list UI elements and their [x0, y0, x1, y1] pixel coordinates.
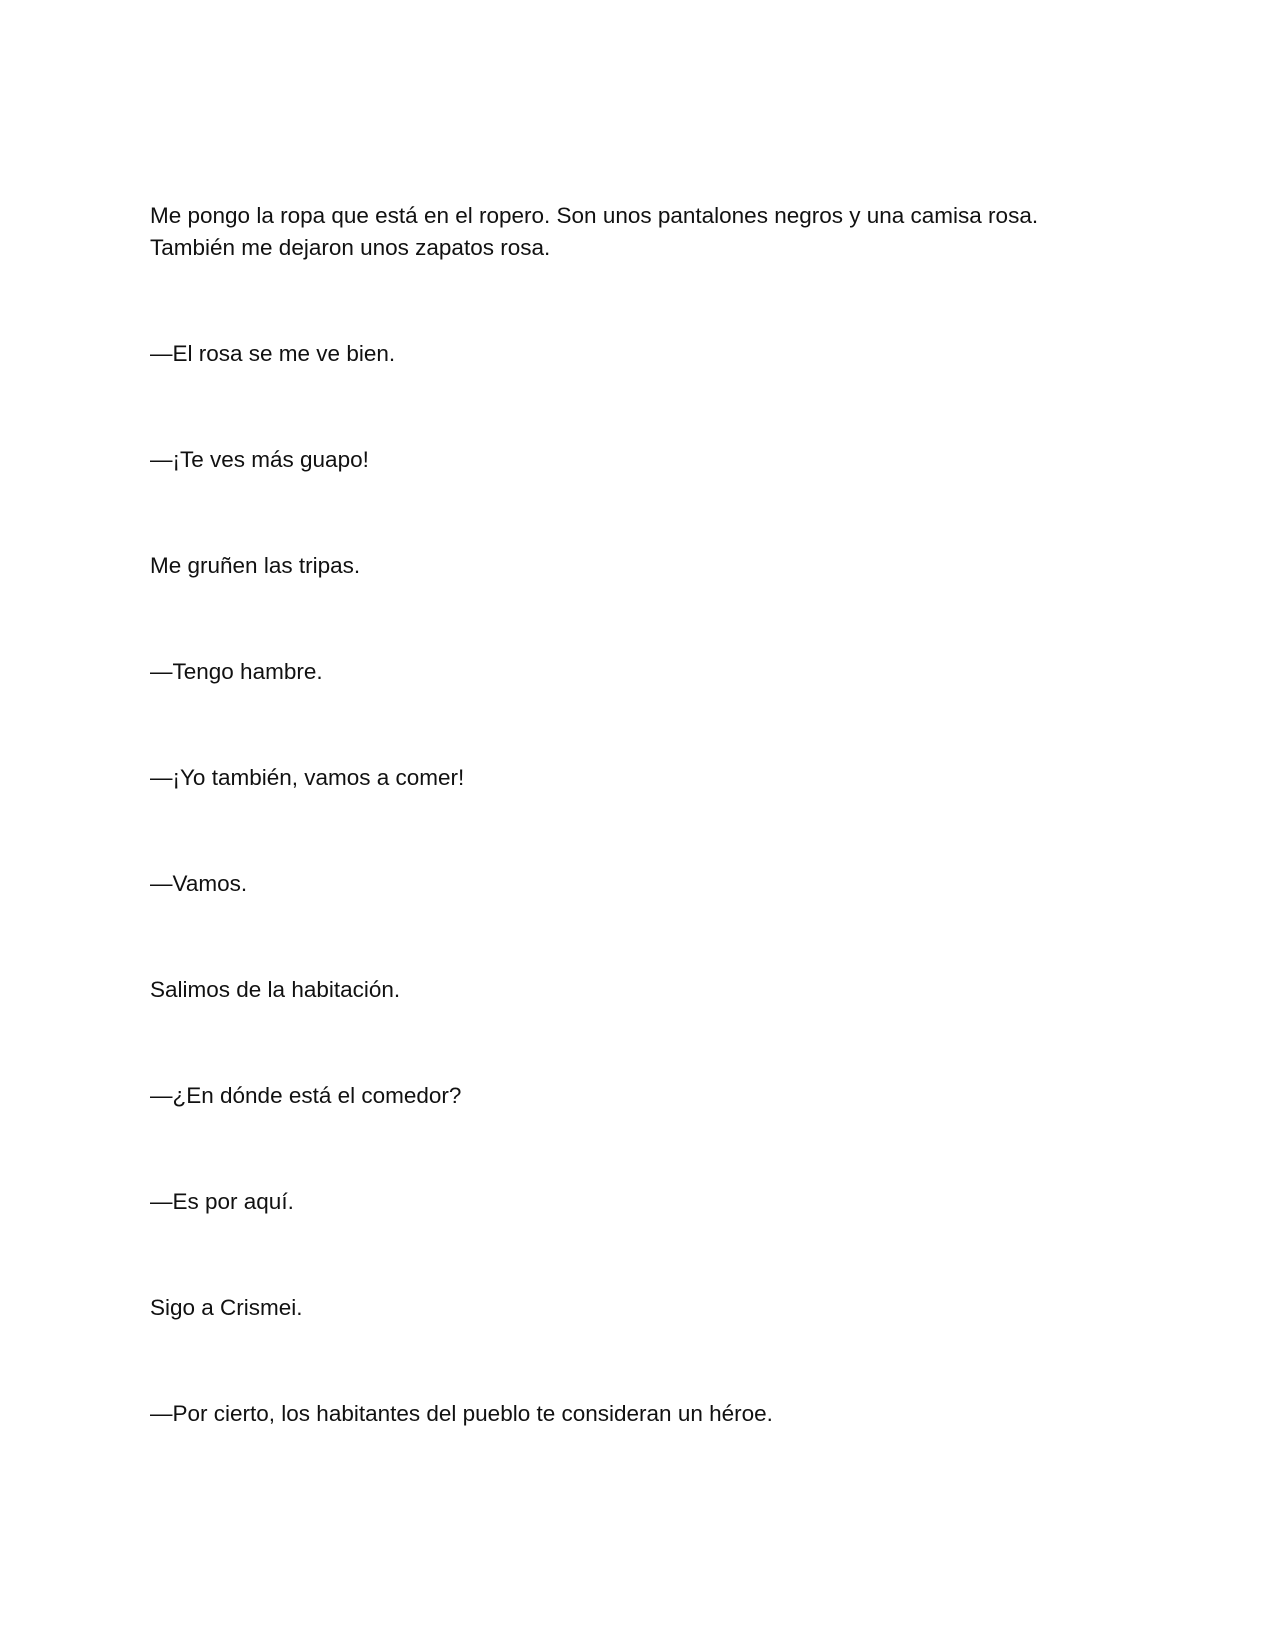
- paragraph-crismei: Sigo a Crismei.: [150, 1295, 303, 1320]
- document-body: [150, 200, 1100, 1430]
- paragraph-guapo: —¡Te ves más guapo!: [150, 447, 369, 472]
- paragraph-heroe: —Por cierto, los habitantes del pueblo te consideran un héroe.: [150, 1401, 773, 1426]
- paragraph-comer: —¡Yo también, vamos a comer!: [150, 765, 465, 790]
- paragraph-comedor: —¿En dónde está el comedor?: [150, 1083, 462, 1108]
- paragraph-ropa: Me pongo la ropa que está en el ropero. Son unos pantalones negros y una camisa rosa. También me dejaron unos zapatos rosa.: [150, 203, 1039, 260]
- paragraph-habitacion: Salimos de la habitación.: [150, 977, 401, 1002]
- paragraph-vamos: —Vamos.: [150, 871, 248, 896]
- paragraph-hambre: —Tengo hambre.: [150, 659, 323, 684]
- paragraph-tripas: Me gruñen las tripas.: [150, 553, 361, 578]
- paragraph-rosa-bien: —El rosa se me ve bien.: [150, 341, 396, 366]
- paragraph-por-aqui: —Es por aquí.: [150, 1189, 294, 1214]
